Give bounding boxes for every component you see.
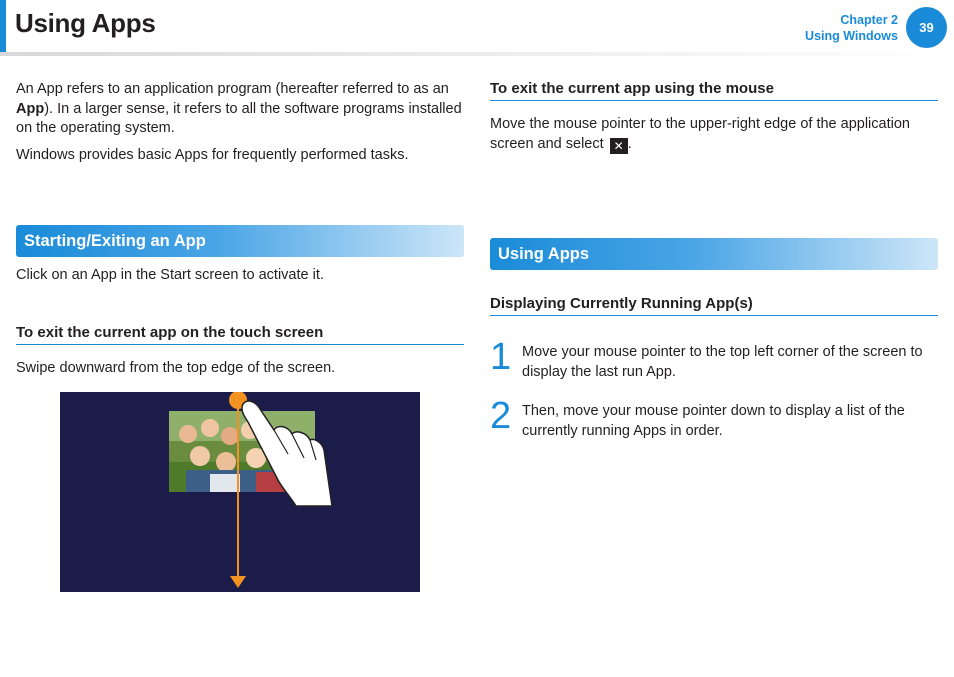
step-text-2: Then, move your mouse pointer down to display a list of the currently running Apps in order. xyxy=(522,403,905,439)
step-text-1: Move your mouse pointer to the top left corner of the screen to display the last run App. xyxy=(522,344,923,380)
header-accent-bar xyxy=(0,0,6,52)
header-divider xyxy=(0,52,954,56)
page-number-badge: 39 xyxy=(906,7,947,48)
close-icon: ✕ xyxy=(610,138,628,154)
chapter-name: Using Windows xyxy=(805,29,898,43)
intro-paragraph-2: Windows provides basic Apps for frequently performed tasks. xyxy=(16,147,409,163)
intro-text-post: ). In a larger sense, it refers to all the software programs installed on the operating system. xyxy=(16,100,462,136)
step-number-2: 2 xyxy=(490,395,512,437)
section-band-starting: Starting/Exiting an App xyxy=(16,225,464,257)
mouse-exit-heading: To exit the current app using the mouse xyxy=(490,80,938,101)
running-apps-heading: Displaying Currently Running App(s) xyxy=(490,295,938,316)
mouse-exit-instruction: Move the mouse pointer to the upper-right edge of the application screen and select xyxy=(490,116,910,152)
mouse-exit-period: . xyxy=(627,135,632,152)
touch-exit-heading: To exit the current app on the touch screen xyxy=(16,324,464,345)
mouse-exit-text xyxy=(490,115,938,154)
swipe-illustration-graphic xyxy=(60,392,420,592)
starting-text: Click on an App in the Start screen to activate it. xyxy=(16,267,324,283)
intro-text-pre: An App refers to an application program (hereafter referred to as an xyxy=(16,81,449,97)
chapter-label: Chapter 2 xyxy=(840,13,898,27)
swipe-illustration xyxy=(60,392,420,592)
page-title: Using Apps xyxy=(15,8,156,38)
chapter-info xyxy=(805,12,898,44)
section-band-using-apps: Using Apps xyxy=(490,238,938,270)
intro-paragraph xyxy=(16,80,464,139)
swipe-arrow-head xyxy=(230,576,246,588)
intro-bold-app: App xyxy=(16,100,45,117)
step-number-1: 1 xyxy=(490,336,512,378)
touch-exit-text: Swipe downward from the top edge of the screen. xyxy=(16,360,336,376)
